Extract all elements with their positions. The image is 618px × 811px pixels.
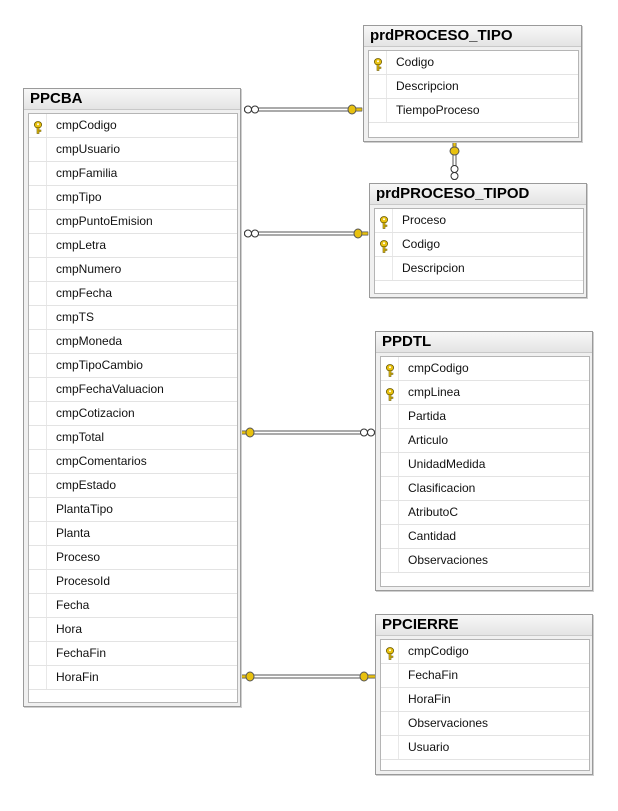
column-name: TiempoProceso [396, 103, 480, 117]
column-name: cmpPuntoEmision [56, 214, 153, 228]
row-selector[interactable] [381, 736, 399, 759]
column-name: Codigo [396, 55, 435, 69]
column-name: cmpCodigo [408, 361, 469, 375]
rel-ppcba-prdproceso-tipo[interactable] [244, 105, 362, 114]
primary-key-icon [385, 645, 395, 658]
table-title: PPCBA [24, 89, 240, 110]
row-selector[interactable] [29, 162, 47, 185]
row-selector[interactable] [29, 186, 47, 209]
row-selector[interactable] [381, 712, 399, 735]
rel-ppcba-prdproceso-tipod[interactable] [244, 229, 368, 238]
row-selector[interactable] [369, 99, 387, 122]
row-selector[interactable] [29, 354, 47, 377]
row-selector[interactable] [381, 357, 399, 380]
one-end-key-icon [348, 105, 362, 114]
column-row[interactable] [29, 594, 237, 618]
column-row[interactable] [29, 618, 237, 642]
column-row[interactable] [29, 138, 237, 162]
column-name: cmpCodigo [56, 118, 117, 132]
column-name: cmpTS [56, 310, 95, 324]
column-grid [374, 208, 584, 294]
row-selector[interactable] [29, 618, 47, 641]
row-selector[interactable] [29, 450, 47, 473]
column-name: PlantaTipo [56, 502, 113, 516]
column-row[interactable] [381, 664, 589, 688]
column-name: cmpTipoCambio [56, 358, 143, 372]
row-selector[interactable] [375, 233, 393, 256]
column-name: cmpFechaValuacion [56, 382, 164, 396]
rel-ppcba-ppcierre[interactable] [240, 672, 376, 681]
column-row[interactable] [29, 162, 237, 186]
row-selector[interactable] [381, 501, 399, 524]
column-row[interactable] [29, 546, 237, 570]
row-selector[interactable] [375, 257, 393, 280]
column-grid [380, 356, 590, 587]
row-selector[interactable] [29, 426, 47, 449]
column-row[interactable] [375, 209, 583, 233]
many-end-icon [245, 230, 259, 237]
column-name: cmpTotal [56, 430, 105, 444]
column-row[interactable] [381, 405, 589, 429]
column-row[interactable] [381, 712, 589, 736]
row-selector[interactable] [29, 234, 47, 257]
column-grid [28, 113, 238, 703]
column-name: cmpComentarios [56, 454, 147, 468]
column-row[interactable] [381, 381, 589, 405]
column-row[interactable] [29, 426, 237, 450]
column-name: Hora [56, 622, 83, 636]
row-selector[interactable] [29, 210, 47, 233]
row-selector[interactable] [29, 642, 47, 665]
column-row[interactable] [29, 330, 237, 354]
row-selector[interactable] [29, 258, 47, 281]
one-end-key-icon [360, 672, 376, 681]
column-row[interactable] [29, 474, 237, 498]
row-selector[interactable] [29, 474, 47, 497]
column-row[interactable] [381, 736, 589, 760]
row-selector[interactable] [381, 477, 399, 500]
column-row[interactable] [381, 429, 589, 453]
row-selector[interactable] [29, 330, 47, 353]
column-name: HoraFin [56, 670, 99, 684]
column-name: AtributoC [408, 505, 459, 519]
column-name: Cantidad [408, 529, 457, 543]
row-selector[interactable] [29, 282, 47, 305]
row-selector[interactable] [381, 405, 399, 428]
table-prdproceso-tipo[interactable] [363, 25, 582, 142]
column-row[interactable] [369, 75, 578, 99]
column-name: cmpNumero [56, 262, 122, 276]
column-grid [368, 50, 579, 138]
column-name: Proceso [56, 550, 101, 564]
table-prdproceso-tipod[interactable] [369, 183, 587, 298]
table-ppcba[interactable] [23, 88, 241, 707]
column-name: Descripcion [396, 79, 459, 93]
column-name: cmpTipo [56, 190, 102, 204]
row-selector[interactable] [29, 138, 47, 161]
row-selector[interactable] [369, 75, 387, 98]
column-row[interactable] [29, 450, 237, 474]
column-name: cmpCotizacion [56, 406, 135, 420]
many-end-icon [451, 166, 458, 180]
column-name: cmpMoneda [56, 334, 123, 348]
primary-key-icon [373, 56, 383, 69]
row-selector[interactable] [381, 664, 399, 687]
row-selector[interactable] [381, 640, 399, 663]
column-name: Partida [408, 409, 447, 423]
column-name: cmpEstado [56, 478, 117, 492]
row-selector[interactable] [29, 378, 47, 401]
row-selector[interactable] [29, 594, 47, 617]
table-ppcierre[interactable] [375, 614, 593, 775]
primary-key-icon [379, 238, 389, 251]
column-row[interactable] [29, 498, 237, 522]
table-title: PPCIERRE [376, 615, 592, 636]
column-row[interactable] [375, 233, 583, 257]
column-row[interactable] [29, 114, 237, 138]
row-selector[interactable] [29, 570, 47, 593]
column-name: Observaciones [408, 716, 489, 730]
row-selector[interactable] [29, 498, 47, 521]
column-row[interactable] [29, 642, 237, 666]
column-name: Articulo [408, 433, 449, 447]
row-selector[interactable] [381, 381, 399, 404]
one-end-key-icon [240, 428, 254, 437]
primary-key-icon [379, 214, 389, 227]
one-end-key-icon [240, 672, 254, 681]
rel-ppcba-ppdtl[interactable] [240, 428, 376, 437]
column-row[interactable] [29, 522, 237, 546]
column-row[interactable] [381, 640, 589, 664]
column-row[interactable] [29, 402, 237, 426]
column-name: cmpUsuario [56, 142, 121, 156]
column-row[interactable] [381, 357, 589, 381]
column-name: Observaciones [408, 553, 489, 567]
column-row[interactable] [381, 501, 589, 525]
column-name: Usuario [408, 740, 450, 754]
column-row[interactable] [29, 234, 237, 258]
row-selector[interactable] [29, 666, 47, 689]
primary-key-icon [385, 386, 395, 399]
column-name: FechaFin [408, 668, 459, 682]
table-title: prdPROCESO_TIPOD [370, 184, 586, 205]
column-name: Proceso [402, 213, 447, 227]
row-selector[interactable] [29, 306, 47, 329]
row-selector[interactable] [381, 688, 399, 711]
column-name: Planta [56, 526, 91, 540]
column-row[interactable] [381, 477, 589, 501]
column-row[interactable] [381, 688, 589, 712]
primary-key-icon [33, 119, 43, 132]
column-name: Descripcion [402, 261, 465, 275]
column-row[interactable] [29, 186, 237, 210]
row-selector[interactable] [381, 549, 399, 572]
row-selector[interactable] [381, 525, 399, 548]
row-selector[interactable] [381, 453, 399, 476]
column-row[interactable] [369, 99, 578, 123]
column-row[interactable] [381, 549, 589, 573]
column-name: FechaFin [56, 646, 107, 660]
column-name: cmpLetra [56, 238, 107, 252]
column-row[interactable] [29, 210, 237, 234]
column-row[interactable] [29, 282, 237, 306]
column-name: HoraFin [408, 692, 451, 706]
column-name: UnidadMedida [408, 457, 486, 471]
one-end-key-icon [354, 229, 368, 238]
column-name: cmpLinea [408, 385, 461, 399]
row-selector[interactable] [369, 51, 387, 74]
one-end-key-icon [450, 141, 459, 155]
row-selector[interactable] [381, 429, 399, 452]
column-grid [380, 639, 590, 771]
column-name: cmpFecha [56, 286, 113, 300]
column-row[interactable] [381, 525, 589, 549]
column-name: Fecha [56, 598, 90, 612]
column-row[interactable] [29, 354, 237, 378]
row-selector[interactable] [29, 114, 47, 137]
column-name: Clasificacion [408, 481, 476, 495]
row-selector[interactable] [29, 402, 47, 425]
column-row[interactable] [29, 378, 237, 402]
column-row[interactable] [29, 570, 237, 594]
column-name: cmpFamilia [56, 166, 118, 180]
many-end-icon [361, 429, 375, 436]
primary-key-icon [385, 362, 395, 375]
row-selector[interactable] [375, 209, 393, 232]
column-name: ProcesoId [56, 574, 111, 588]
many-end-icon [245, 106, 259, 113]
column-name: cmpCodigo [408, 644, 469, 658]
rel-prdproceso-tipo-tipod[interactable] [450, 141, 459, 180]
column-row[interactable] [369, 51, 578, 75]
column-row[interactable] [375, 257, 583, 281]
table-title: prdPROCESO_TIPO [364, 26, 581, 47]
column-row[interactable] [381, 453, 589, 477]
table-ppdtl[interactable] [375, 331, 593, 591]
table-title: PPDTL [376, 332, 592, 353]
column-row[interactable] [29, 258, 237, 282]
column-row[interactable] [29, 306, 237, 330]
row-selector[interactable] [29, 522, 47, 545]
column-row[interactable] [29, 666, 237, 690]
row-selector[interactable] [29, 546, 47, 569]
column-name: Codigo [402, 237, 441, 251]
